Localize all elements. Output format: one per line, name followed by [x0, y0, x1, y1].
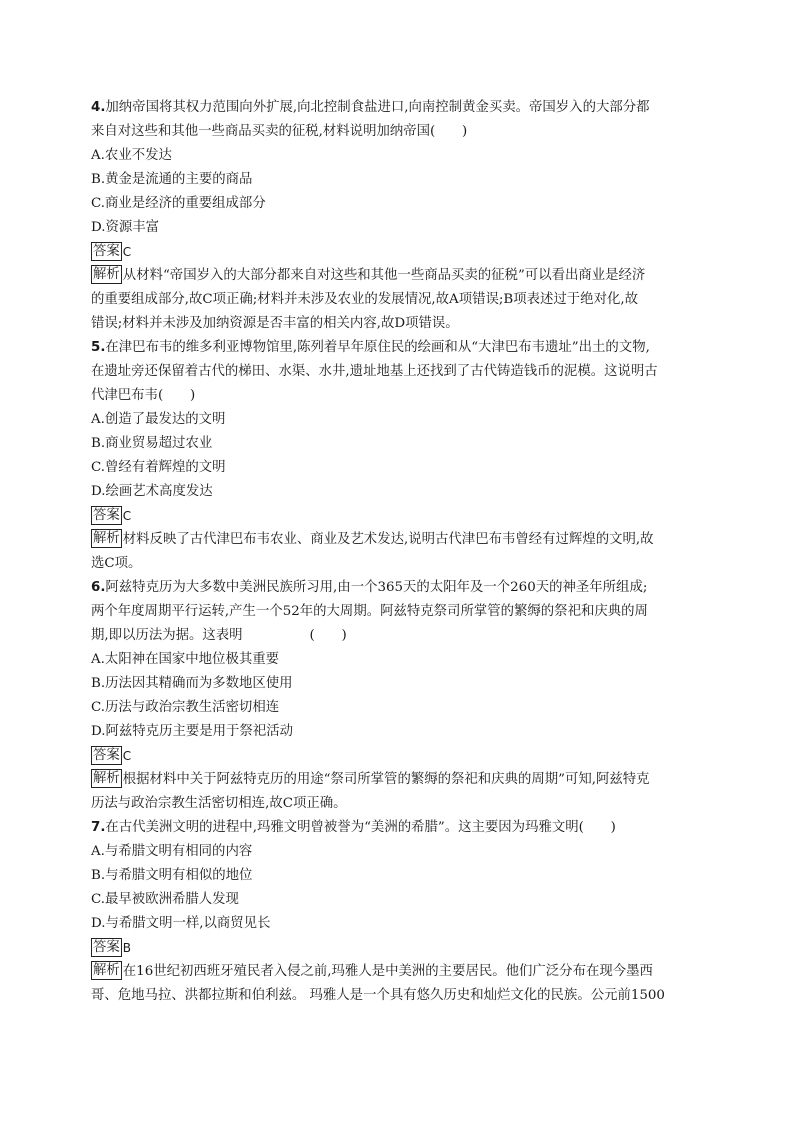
- analysis-tag: 解析: [93, 267, 120, 282]
- question-stem-line: 代津巴布韦( ): [91, 388, 196, 403]
- answer-line: [91, 936, 713, 960]
- question-number: 4.: [91, 100, 106, 115]
- question-7: [91, 816, 713, 1008]
- option-d: D.绘画艺术高度发达: [91, 484, 213, 499]
- analysis-line: 历法与政治宗教生活密切相连,故C项正确。: [91, 796, 347, 811]
- answer-value: C: [122, 749, 132, 763]
- answer-value: B: [122, 941, 132, 955]
- analysis-line: 解析 在16世纪初西班牙殖民者入侵之前,玛雅人是中美洲的主要居民。他们广泛分布在现今墨西: [93, 963, 653, 979]
- question-number: 7.: [91, 820, 106, 835]
- analysis-line: 解析 根据材料中关于阿兹特克历的用途“祭司所掌管的繁缛的祭祀和庆典的周期”可知,阿兹特克: [93, 771, 650, 787]
- answer-tag: 答案: [93, 748, 120, 763]
- answer-line: [91, 504, 713, 528]
- analysis-line: 的重要组成部分,故C项正确;材料并未涉及农业的发展情况,故A项错误;B项表述过于绝对化,故: [91, 292, 638, 307]
- option-c: C.商业是经济的重要组成部分: [91, 196, 266, 211]
- option-c: C.最早被欧洲希腊人发现: [91, 892, 239, 907]
- question-stem-line: 4.加纳帝国将其权力范围向外扩展,向北控制食盐进口,向南控制黄金买卖。帝国岁入的大部分都: [91, 100, 650, 115]
- analysis-line: 错误;材料并未涉及加纳资源是否丰富的相关内容,故D项错误。: [91, 316, 459, 331]
- answer-tag: 答案: [93, 940, 120, 955]
- analysis-line: 选C项。: [91, 556, 142, 571]
- option-c: C.曾经有着辉煌的文明: [91, 460, 226, 475]
- option-b: B.黄金是流通的主要的商品: [91, 172, 253, 187]
- question-stem-line: 在遗址旁还保留着古代的梯田、水渠、水井,遗址地基上还找到了古代铸造钱币的泥模。这说明古: [91, 364, 658, 379]
- question-4: [91, 96, 713, 336]
- option-a: A.太阳神在国家中地位极其重要: [91, 652, 280, 667]
- answer-line: [91, 744, 713, 768]
- option-b: B.与希腊文明有相似的地位: [91, 868, 253, 883]
- option-a: A.农业不发达: [91, 148, 172, 163]
- question-stem-line: 7.在古代美洲文明的进程中,玛雅文明曾被誉为“美洲的希腊”。这主要因为玛雅文明( ): [91, 820, 616, 835]
- question-stem-line: 6.阿兹特克历为大多数中美洲民族所习用,由一个365天的太阳年及一个260天的神圣年所组成;: [91, 580, 648, 595]
- answer-tag: 答案: [93, 244, 120, 259]
- option-b: B.商业贸易超过农业: [91, 436, 213, 451]
- analysis-tag: 解析: [93, 963, 120, 978]
- option-d: D.资源丰富: [91, 220, 160, 235]
- question-number: 6.: [91, 580, 106, 595]
- option-b: B.历法因其精确而为多数地区使用: [91, 676, 293, 691]
- analysis-line: 解析 从材料“帝国岁入的大部分都来自对这些和其他一些商品买卖的征税”可以看出商业是经济: [93, 267, 646, 283]
- exam-page: [91, 96, 713, 1008]
- question-number: 5.: [91, 340, 106, 355]
- analysis-line: 哥、危地马拉、洪都拉斯和伯利兹。 玛雅人是一个具有悠久历史和灿烂文化的民族。公元前1500: [91, 988, 665, 1003]
- question-stem-line: 期,即以历法为据。这表明 ( ): [91, 628, 347, 643]
- answer-value: C: [122, 509, 132, 523]
- option-a: A.创造了最发达的文明: [91, 412, 226, 427]
- answer-value: C: [122, 245, 132, 259]
- question-stem-line: 两个年度周期平行运转,产生一个52年的大周期。阿兹特克祭司所掌管的繁缛的祭祀和庆典的周: [91, 604, 648, 619]
- analysis-line: 解析 材料反映了古代津巴布韦农业、商业及艺术发达,说明古代津巴布韦曾经有过辉煌的文明,故: [93, 531, 654, 547]
- option-d: D.阿兹特克历主要是用于祭祀活动: [91, 724, 293, 739]
- question-6: [91, 576, 713, 816]
- analysis-tag: 解析: [93, 531, 120, 546]
- option-c: C.历法与政治宗教生活密切相连: [91, 700, 280, 715]
- option-a: A.与希腊文明有相同的内容: [91, 844, 253, 859]
- option-d: D.与希腊文明一样,以商贸见长: [91, 916, 271, 931]
- answer-line: [91, 240, 713, 264]
- question-stem-line: 5.在津巴布韦的维多利亚博物馆里,陈列着早年原住民的绘画和从“大津巴布韦遗址”出土的文物,: [91, 340, 650, 355]
- analysis-tag: 解析: [93, 771, 120, 786]
- question-5: [91, 336, 713, 576]
- answer-tag: 答案: [93, 508, 120, 523]
- question-stem-line: 来自对这些和其他一些商品买卖的征税,材料说明加纳帝国( ): [91, 124, 468, 139]
